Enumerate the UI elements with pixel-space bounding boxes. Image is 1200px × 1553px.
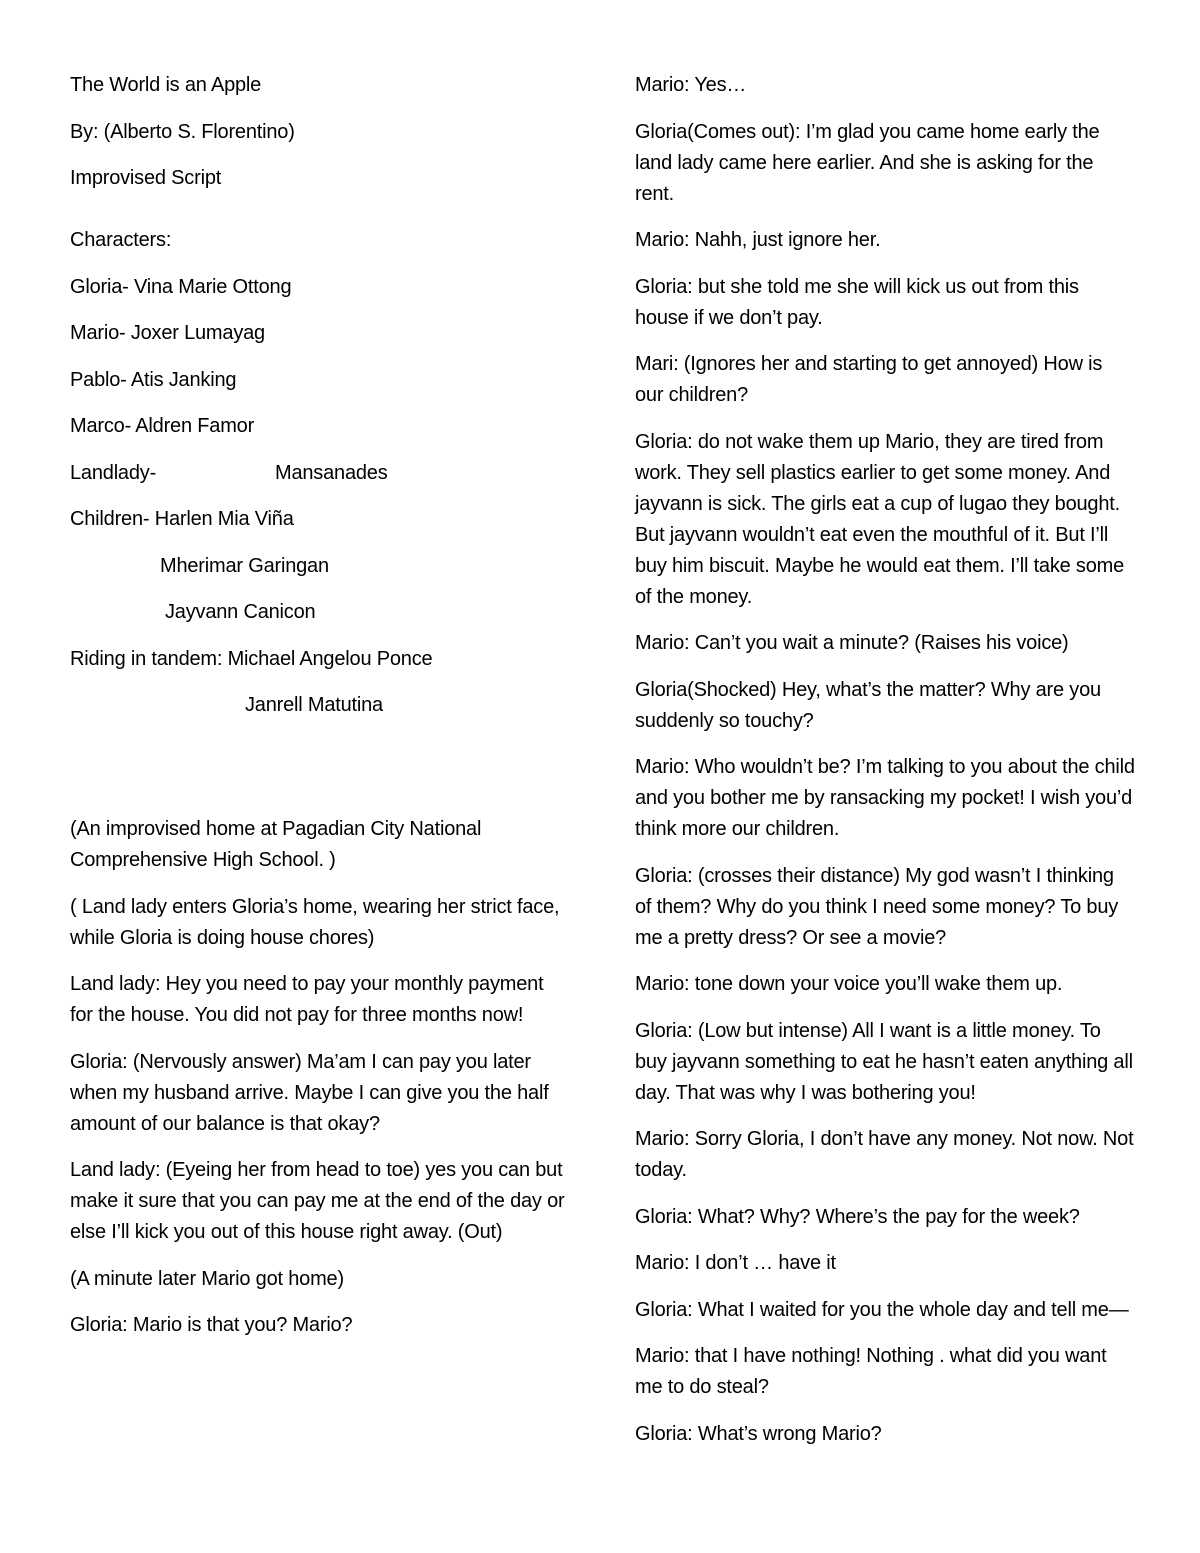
script-paragraph: Mario: Can’t you wait a minute? (Raises his voice) [635,632,1069,654]
cast-line-children-extra: Jayvann Canicon [165,601,316,623]
script-paragraph: Gloria(Shocked) Hey, what’s the matter? Why are you suddenly so touchy? [635,678,1107,732]
cast-line: Pablo- Atis Janking [70,368,237,391]
script-title: The World is an Apple [70,74,262,96]
script-paragraph: Gloria: but she told me she will kick us out from this house if we don’t pay. [635,275,1085,329]
script-paragraph: Mari: (Ignores her and starting to get annoyed) How is our children? [635,353,1108,406]
cast-line-tandem: Riding in tandem: Michael Angelou Ponce [70,647,433,670]
script-paragraph: Gloria: (crosses their distance) My god wasn’t I thinking of them? Why do you think I need some money? To buy me a pretty dress? Or see a movie? [635,864,1124,949]
cast-line: Marco- Aldren Famor [70,415,255,437]
script-paragraph: (An improvised home at Pagadian City National Comprehensive High School. ) [70,818,487,871]
script-paragraph: Gloria: What? Why? Where’s the pay for the week? [635,1205,1080,1228]
script-paragraph: ( Land lady enters Gloria’s home, wearing her strict face, while Gloria is doing house chores) [70,895,565,949]
script-paragraph: Mario: I don’t … have it [635,1252,836,1274]
cast-line: Mario- Joxer Lumayag [70,322,265,344]
script-paragraph: Gloria: (Low but intense) All I want is a little money. To buy jayvann something to eat he hasn’t eaten anything all day. That was why I was bothering you! [635,1019,1139,1104]
characters-heading: Characters: [70,229,172,251]
landlady-role: Landlady- [70,461,157,484]
script-paragraph: Mario: Who wouldn’t be? I’m talking to you about the child and you bother me by ransacking my pocket! I wish you’d think more our children. [635,756,1141,840]
landlady-actor: Mansanades [275,461,388,484]
script-paragraph: Mario: Yes… [635,74,747,96]
script-paragraph: (A minute later Mario got home) [70,1267,344,1290]
cast-line-children: Children- Harlen Mia Viña [70,508,294,530]
script-paragraph: Gloria: What’s wrong Mario? [635,1422,882,1445]
script-paragraph: Mario: Sorry Gloria, I don’t have any money. Not now. Not today. [635,1128,1139,1181]
script-paragraph: Mario: Nahh, just ignore her. [635,229,881,251]
right-column [635,70,1141,1465]
script-paragraph: Land lady: Hey you need to pay your monthly payment for the house. You did not pay for three months now! [70,973,549,1026]
script-author: By: (Alberto S. Florentino) [70,120,295,143]
script-subtitle: Improvised Script [70,167,222,189]
cast-line-landlady [70,458,570,489]
left-column [70,70,570,1357]
script-paragraph: Land lady: (Eyeing her from head to toe) yes you can but make it sure that you can pay me at the end of the day or else I’ll kick you out of this house right away. (Out) [70,1159,570,1243]
script-paragraph: Gloria: do not wake them up Mario, they are tired from work. They sell plastics earlier to get some money. And jayvann is sick. The girls eat a cup of lugao they bought. But jayvann wouldn’t eat even the mouthful of it. But I’ll buy him biscuit. Maybe he would eat them. I’ll take some of the money. [635,430,1130,608]
script-paragraph: Mario: that I have nothing! Nothing . what did you want me to do steal? [635,1345,1112,1398]
script-paragraph: Gloria: Mario is that you? Mario? [70,1314,353,1336]
cast-line-tandem-extra: Janrell Matutina [245,694,383,716]
script-paragraph: Gloria(Comes out): I’m glad you came home early the land lady came here earlier. And she is asking for the rent. [635,120,1105,205]
script-paragraph: Mario: tone down your voice you’ll wake them up. [635,973,1063,995]
script-paragraph: Gloria: What I waited for you the whole day and tell me— [635,1298,1129,1321]
cast-line: Gloria- Vina Marie Ottong [70,275,292,298]
script-paragraph: Gloria: (Nervously answer) Ma’am I can pay you later when my husband arrive. Maybe I can give you the half amount of our balance is that okay? [70,1050,554,1135]
cast-line-children-extra: Mherimar Garingan [160,554,329,577]
